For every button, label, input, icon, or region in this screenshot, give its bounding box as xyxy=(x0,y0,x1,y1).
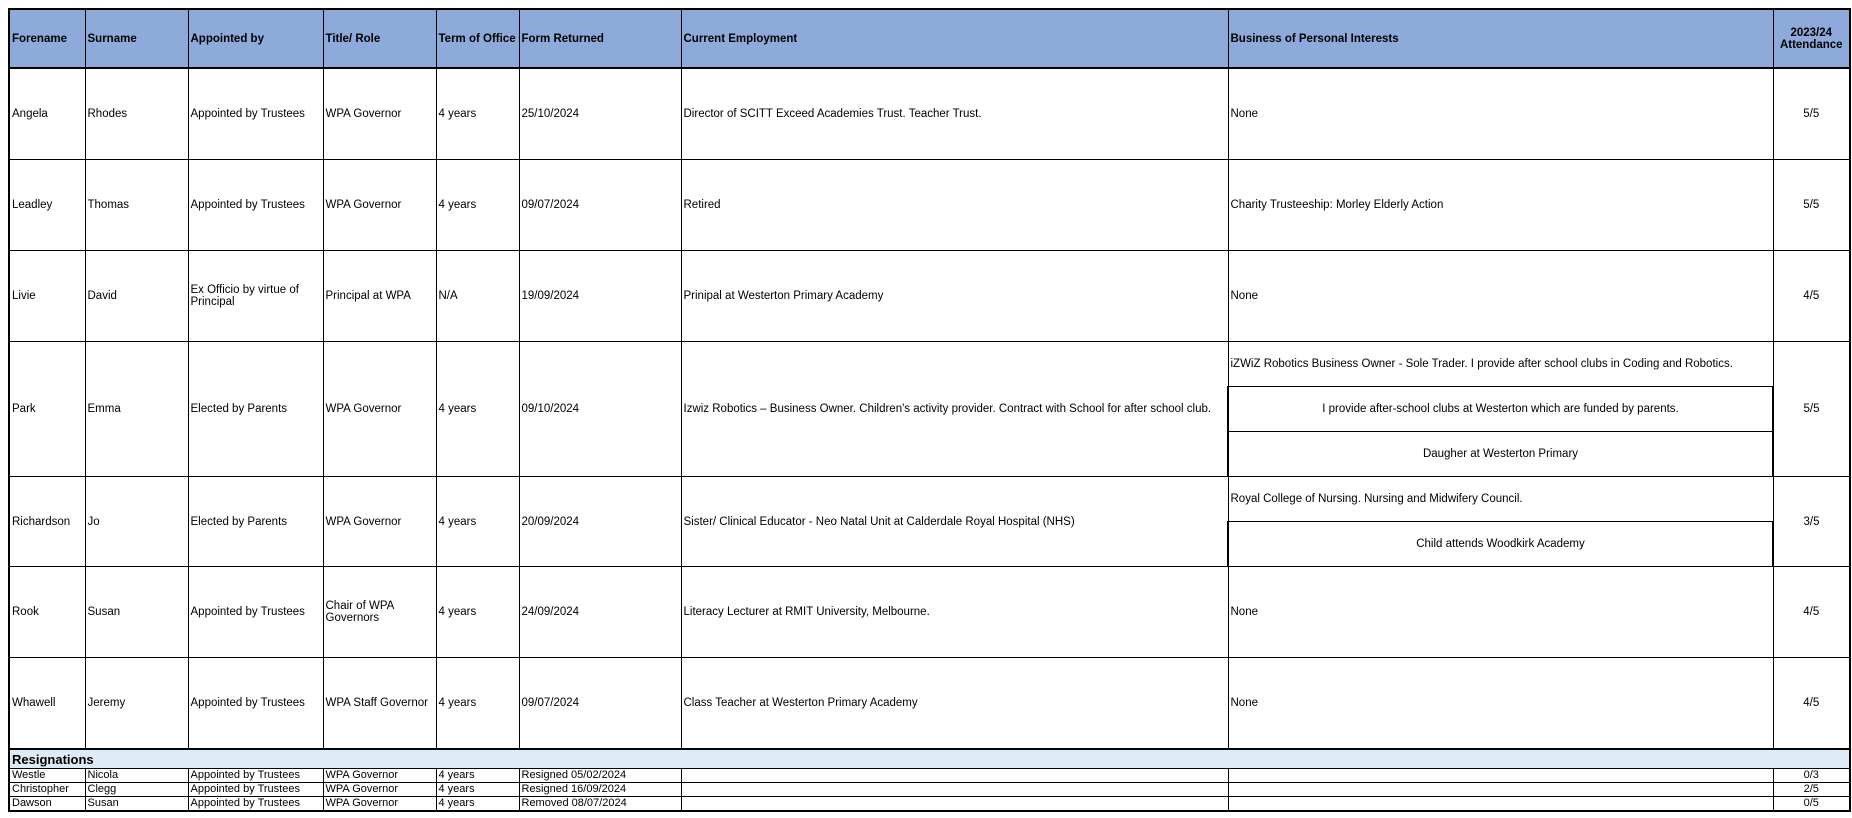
interests-cell: Royal College of Nursing. Nursing and Midwifery Council. xyxy=(1228,477,1773,522)
role-cell: WPA Governor xyxy=(323,68,436,160)
term-cell: 4 years xyxy=(436,68,519,160)
appointed-by-cell: Appointed by Trustees xyxy=(188,797,323,812)
appointed-by-cell: Appointed by Trustees xyxy=(188,769,323,783)
surname-cell: Rhodes xyxy=(85,68,188,160)
role-cell: WPA Governor xyxy=(323,783,436,797)
role-cell: WPA Governor xyxy=(323,342,436,477)
interests-cell: Daugher at Westerton Primary xyxy=(1228,432,1773,477)
header-interests: Business of Personal Interests xyxy=(1228,9,1773,68)
term-cell: 4 years xyxy=(436,477,519,567)
term-cell: 4 years xyxy=(436,769,519,783)
role-cell: WPA Governor xyxy=(323,769,436,783)
member-row xyxy=(9,160,1850,251)
surname-cell: Clegg xyxy=(85,783,188,797)
term-cell: 4 years xyxy=(436,783,519,797)
header-current-employment: Current Employment xyxy=(681,9,1228,68)
surname-cell: David xyxy=(85,251,188,342)
term-cell: 4 years xyxy=(436,797,519,812)
header-attendance xyxy=(1773,9,1850,68)
member-row xyxy=(9,251,1850,342)
attendance-cell: 0/3 xyxy=(1773,769,1850,783)
surname-cell: Susan xyxy=(85,567,188,658)
interests-cell: I provide after-school clubs at Westerton which are funded by parents. xyxy=(1228,387,1773,432)
role-cell: WPA Governor xyxy=(323,797,436,812)
employment-cell: Sister/ Clinical Educator - Neo Natal Unit at Calderdale Royal Hospital (NHS) xyxy=(681,477,1228,567)
header-forename: Forename xyxy=(9,9,85,68)
form-returned-cell: 09/07/2024 xyxy=(519,160,681,251)
forename-cell: Rook xyxy=(9,567,85,658)
employment-cell: Retired xyxy=(681,160,1228,251)
interests-cell: None xyxy=(1228,251,1773,342)
role-cell: WPA Governor xyxy=(323,477,436,567)
resignation-row xyxy=(9,783,1850,797)
forename-cell: Livie xyxy=(9,251,85,342)
header-attendance-label: Attendance xyxy=(1779,38,1843,51)
form-returned-cell: 24/09/2024 xyxy=(519,567,681,658)
member-row xyxy=(9,567,1850,658)
term-cell: 4 years xyxy=(436,160,519,251)
member-row xyxy=(9,68,1850,160)
attendance-cell: 2/5 xyxy=(1773,783,1850,797)
role-cell: WPA Governor xyxy=(323,160,436,251)
term-cell: 4 years xyxy=(436,567,519,658)
table-header xyxy=(9,9,1850,68)
resignation-row xyxy=(9,769,1850,783)
attendance-cell: 4/5 xyxy=(1773,251,1850,342)
interests-cell xyxy=(1228,783,1773,797)
header-appointed-by: Appointed by xyxy=(188,9,323,68)
form-returned-cell: 19/09/2024 xyxy=(519,251,681,342)
attendance-cell: 3/5 xyxy=(1773,477,1850,567)
form-returned-cell: 09/07/2024 xyxy=(519,658,681,750)
term-cell: 4 years xyxy=(436,342,519,477)
resignation-row xyxy=(9,797,1850,812)
attendance-cell: 4/5 xyxy=(1773,567,1850,658)
appointed-by-cell: Appointed by Trustees xyxy=(188,658,323,750)
interests-cell: Child attends Woodkirk Academy xyxy=(1228,522,1773,567)
form-returned-cell: 20/09/2024 xyxy=(519,477,681,567)
surname-cell: Nicola xyxy=(85,769,188,783)
attendance-cell: 0/5 xyxy=(1773,797,1850,812)
attendance-cell: 5/5 xyxy=(1773,160,1850,251)
employment-cell xyxy=(681,783,1228,797)
interests-cell: None xyxy=(1228,658,1773,750)
member-row xyxy=(9,477,1850,522)
header-surname: Surname xyxy=(85,9,188,68)
resignations-header-row xyxy=(9,749,1850,769)
header-form-returned: Form Returned xyxy=(519,9,681,68)
employment-cell: Prinipal at Westerton Primary Academy xyxy=(681,251,1228,342)
interests-cell xyxy=(1228,769,1773,783)
attendance-cell: 4/5 xyxy=(1773,658,1850,750)
term-cell: N/A xyxy=(436,251,519,342)
header-row xyxy=(9,9,1850,68)
employment-cell: Literacy Lecturer at RMIT University, Melbourne. xyxy=(681,567,1228,658)
interests-cell: None xyxy=(1228,68,1773,160)
role-cell: WPA Staff Governor xyxy=(323,658,436,750)
surname-cell: Susan xyxy=(85,797,188,812)
employment-cell xyxy=(681,769,1228,783)
appointed-by-cell: Ex Officio by virtue of Principal xyxy=(188,251,323,342)
forename-cell: Whawell xyxy=(9,658,85,750)
employment-cell: Izwiz Robotics – Business Owner. Children's activity provider. Contract with School for after school club. xyxy=(681,342,1228,477)
form-returned-cell: Removed 08/07/2024 xyxy=(519,797,681,812)
forename-cell: Park xyxy=(9,342,85,477)
forename-cell: Leadley xyxy=(9,160,85,251)
header-attendance-year: 2023/24 xyxy=(1790,26,1833,39)
employment-cell xyxy=(681,797,1228,812)
form-returned-cell: Resigned 05/02/2024 xyxy=(519,769,681,783)
form-returned-cell: 09/10/2024 xyxy=(519,342,681,477)
interests-cell xyxy=(1228,797,1773,812)
resignations-title: Resignations xyxy=(9,749,1850,769)
governors-table xyxy=(8,8,1851,812)
member-row xyxy=(9,342,1850,387)
members-body xyxy=(9,68,1850,749)
surname-cell: Jeremy xyxy=(85,658,188,750)
appointed-by-cell: Appointed by Trustees xyxy=(188,160,323,251)
surname-cell: Thomas xyxy=(85,160,188,251)
appointed-by-cell: Appointed by Trustees xyxy=(188,783,323,797)
resignations-header-body xyxy=(9,749,1850,769)
role-cell: Principal at WPA xyxy=(323,251,436,342)
appointed-by-cell: Appointed by Trustees xyxy=(188,68,323,160)
employment-cell: Class Teacher at Westerton Primary Academy xyxy=(681,658,1228,750)
governors-register-sheet xyxy=(8,8,1849,812)
term-cell: 4 years xyxy=(436,658,519,750)
forename-cell: Christopher xyxy=(9,783,85,797)
resignations-body xyxy=(9,769,1850,812)
forename-cell: Westle xyxy=(9,769,85,783)
member-row xyxy=(9,658,1850,750)
interests-cell: iZWiZ Robotics Business Owner - Sole Trader. I provide after school clubs in Coding and Robotics. xyxy=(1228,342,1773,387)
form-returned-cell: Resigned 16/09/2024 xyxy=(519,783,681,797)
surname-cell: Jo xyxy=(85,477,188,567)
forename-cell: Richardson xyxy=(9,477,85,567)
interests-cell: None xyxy=(1228,567,1773,658)
forename-cell: Angela xyxy=(9,68,85,160)
header-title-role: Title/ Role xyxy=(323,9,436,68)
employment-cell: Director of SCITT Exceed Academies Trust. Teacher Trust. xyxy=(681,68,1228,160)
appointed-by-cell: Elected by Parents xyxy=(188,342,323,477)
appointed-by-cell: Elected by Parents xyxy=(188,477,323,567)
surname-cell: Emma xyxy=(85,342,188,477)
role-cell: Chair of WPA Governors xyxy=(323,567,436,658)
header-term-of-office: Term of Office xyxy=(436,9,519,68)
attendance-cell: 5/5 xyxy=(1773,68,1850,160)
appointed-by-cell: Appointed by Trustees xyxy=(188,567,323,658)
attendance-cell: 5/5 xyxy=(1773,342,1850,477)
forename-cell: Dawson xyxy=(9,797,85,812)
form-returned-cell: 25/10/2024 xyxy=(519,68,681,160)
interests-cell: Charity Trusteeship: Morley Elderly Action xyxy=(1228,160,1773,251)
